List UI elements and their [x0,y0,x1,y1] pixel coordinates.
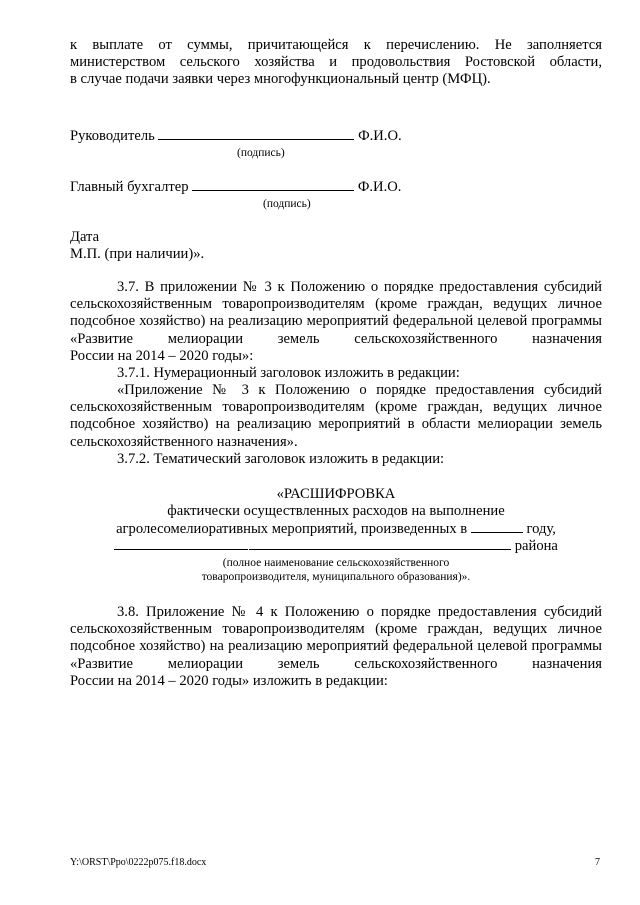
accountant-signature-line [70,178,602,196]
section-3-8-last-line: России на 2014 – 2020 годы» изложить в редакции: [70,673,388,689]
section-3-7-last-line: России на 2014 – 2020 годы»: [70,348,254,364]
head-signature-line [70,127,602,145]
section-3-8-text: 3.8. Приложение № 4 к Положению о порядке предоставления субсидий сельскохозяйственным товаропроизводителям (кроме граждан, ведущих личное подсобное хозяйство) на реализацию мероприятий федеральной целевой программы «Развитие мелиорации земель сельскохозяйственного назначения [70,604,602,672]
year-blank [471,520,523,533]
head-signature-blank [158,127,354,140]
section-3-7-text: 3.7. В приложении № 3 к Положению о порядке предоставления субсидий сельскохозяйственным товаропроизводителям (кроме граждан, ведущих личное подсобное хозяйство) на реализацию мероприятий федеральной целевой программы «Развитие мелиорации земель сельскохозяйственного назначения [70,279,602,347]
title-line-3 [70,537,602,555]
accountant-fio: Ф.И.О. [357,179,402,195]
footer-page-number: 7 [595,857,600,868]
section-3-7-1-quote [70,382,602,434]
district-label: района [514,538,558,554]
title-line-2 [70,520,602,538]
title-line-2-end: году, [526,521,556,537]
head-label: Руководитель [70,128,155,144]
quote-text: «Приложение № 3 к Положению о порядке предоставления субсидий сельскохозяйственным товаропроизводителям (кроме граждан, ведущих личное подсобное хозяйство) на реализацию мероприятий в области мелиорации земель [70,382,602,433]
continuation-text: к выплате от суммы, причитающейся к перечислению. Не заполняется министерством сельского хозяйства и продовольствия Ростовской области, [70,37,602,71]
seal-label: М.П. (при наличии)». [70,246,205,262]
date-label: Дата [70,229,100,245]
footer-file-path: Y:\ORST\Ppo\0222p075.f18.docx [70,857,207,868]
producer-blank [114,537,248,550]
title-heading: «РАСШИФРОВКА [276,486,396,502]
municipality-blank [249,537,511,550]
title-caption-2: товаропроизводителя, муниципального образования)». [201,571,471,583]
quote-last-line: сельскохозяйственного назначения». [70,434,298,450]
accountant-sign-caption: (подпись) [263,198,311,210]
accountant-label: Главный бухгалтер [70,179,189,195]
section-3-8-paragraph [70,604,602,673]
section-3-7-paragraph [70,279,602,348]
head-sign-caption: (подпись) [237,147,285,159]
section-3-7-1: 3.7.1. Нумерационный заголовок изложить в редакции: [117,365,460,381]
continuation-paragraph [70,37,602,71]
section-3-7-2: 3.7.2. Тематический заголовок изложить в редакции: [117,451,445,467]
accountant-signature-blank [192,178,354,191]
title-caption-1: (полное наименование сельскохозяйственного [222,557,450,569]
head-fio: Ф.И.О. [358,128,402,144]
title-line-2-text: агролесомелиоративных мероприятий, произведенных в [116,521,468,537]
title-line-1: фактически осуществленных расходов на выполнение [167,503,505,519]
continuation-last-line: в случае подачи заявки через многофункциональный центр (МФЦ). [70,71,491,87]
